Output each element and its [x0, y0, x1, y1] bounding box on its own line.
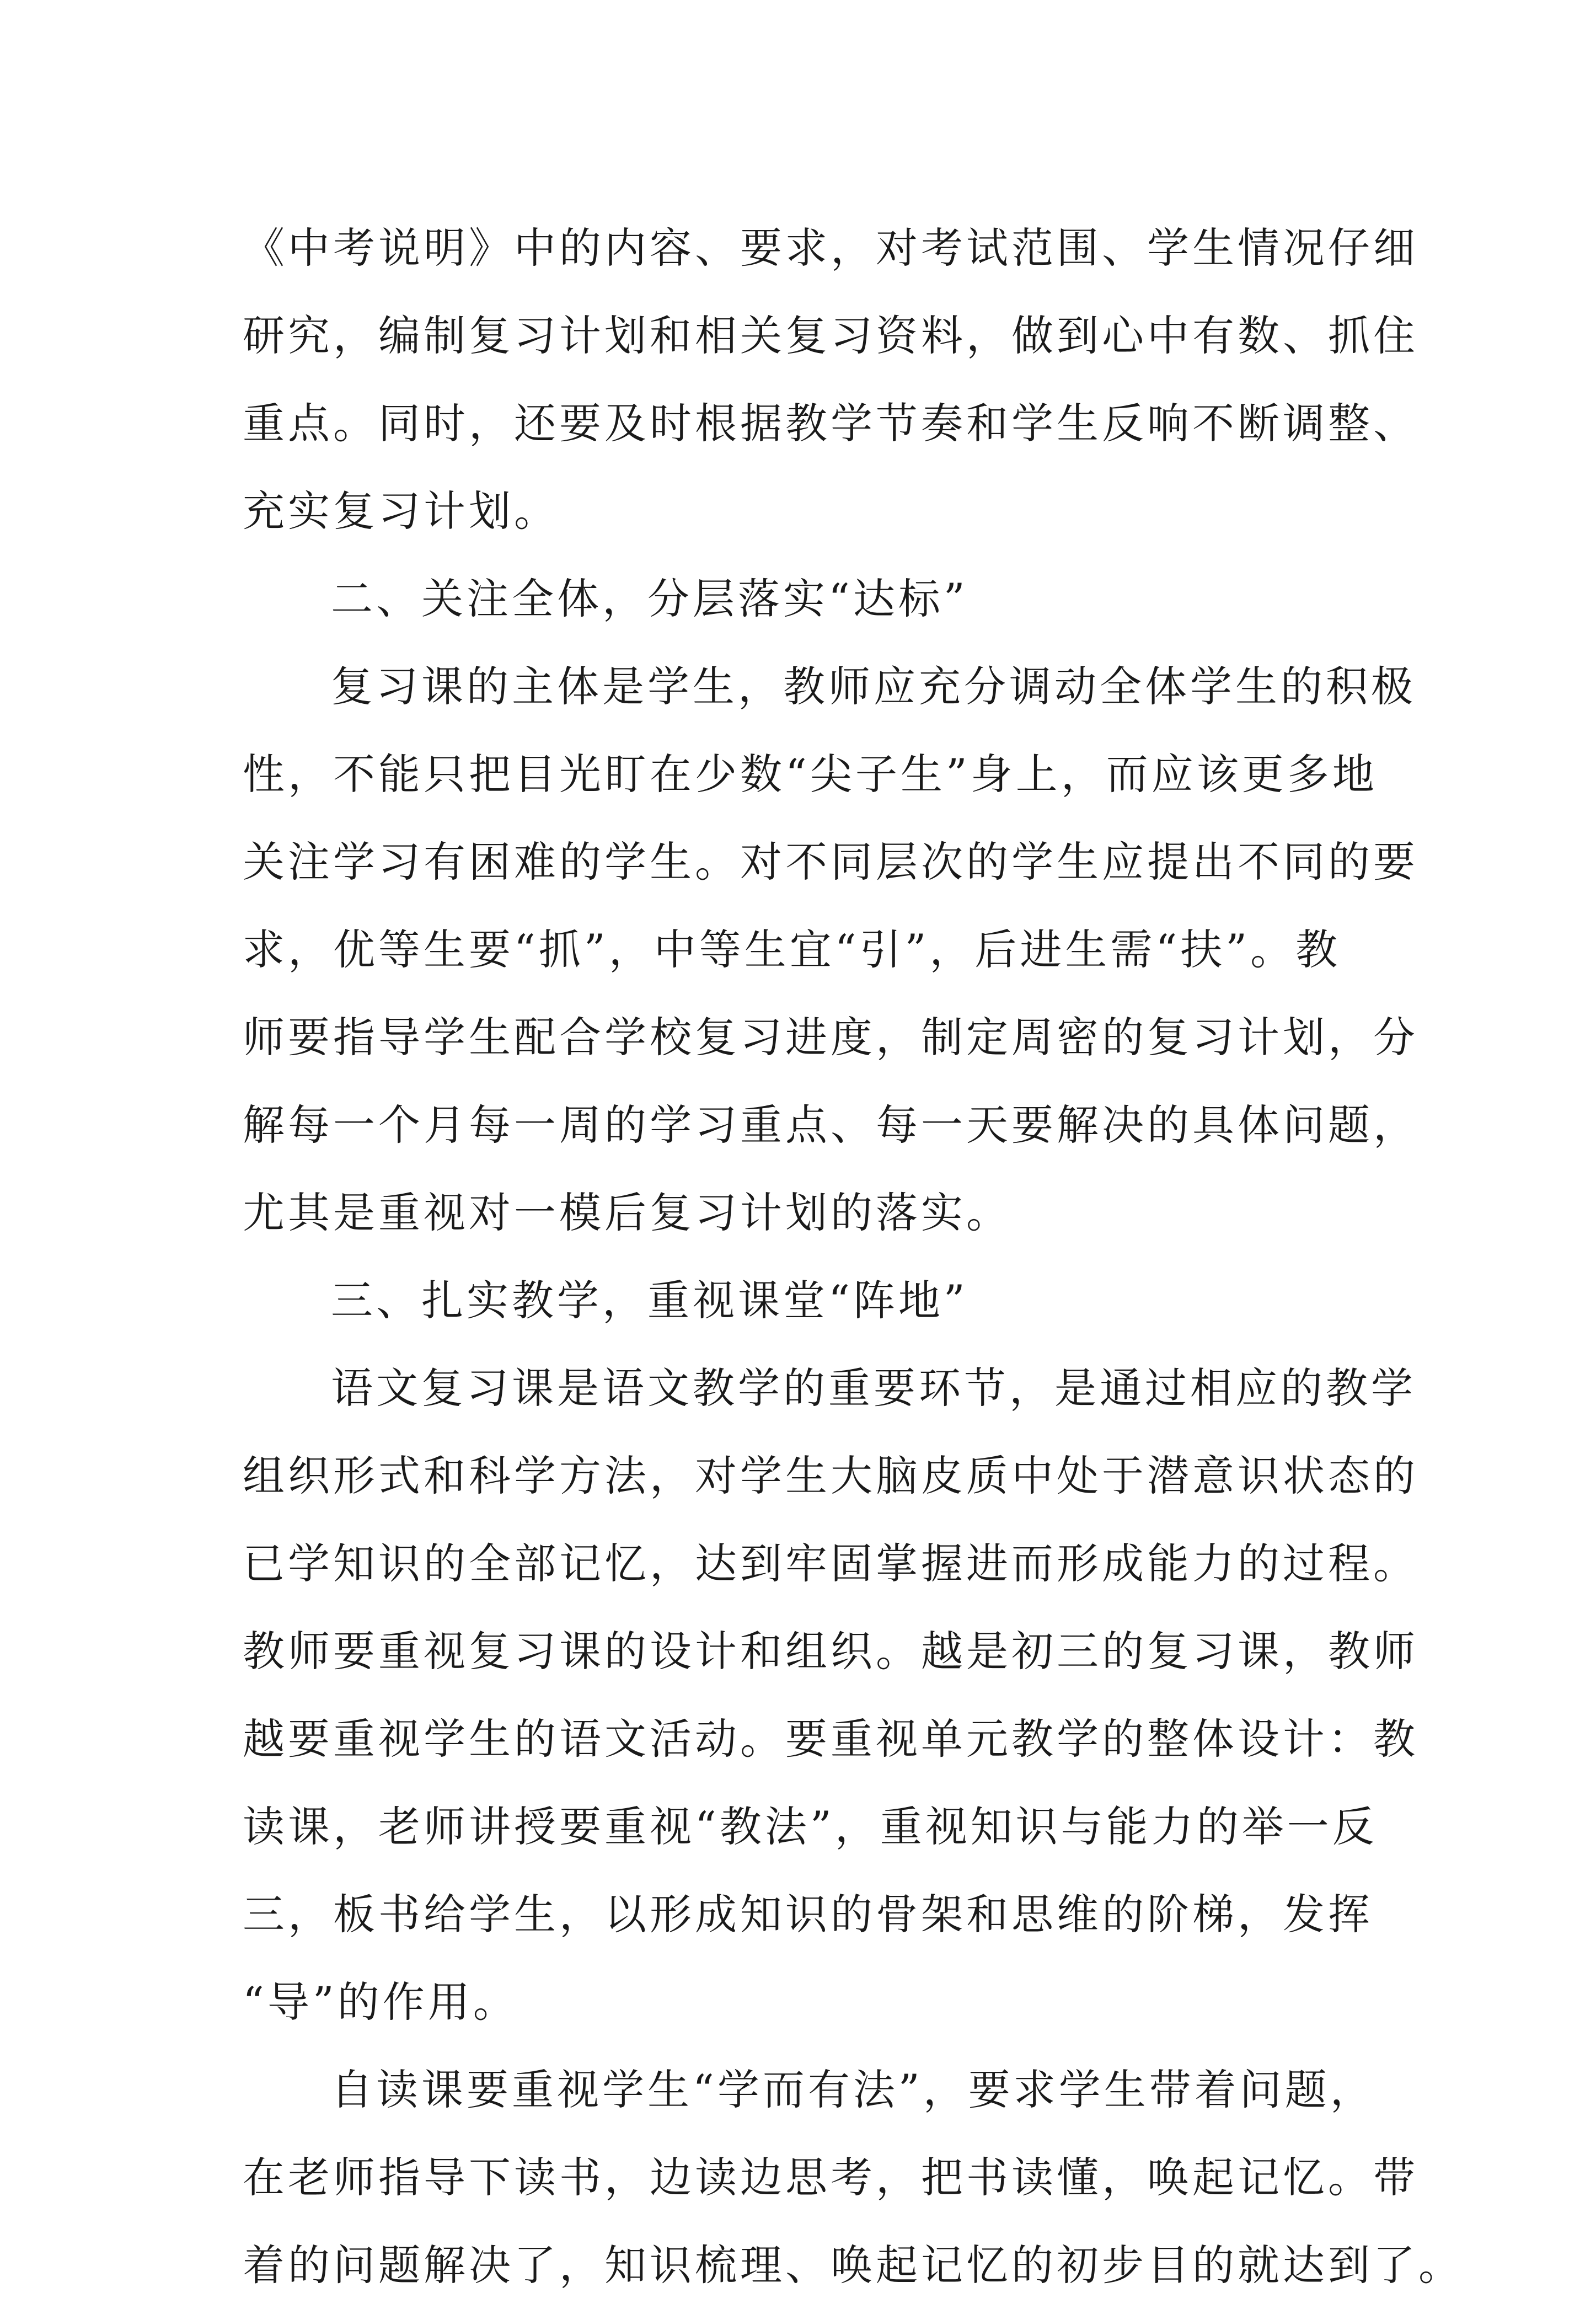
text-line: 师要指导学生配合学校复习进度，制定周密的复习计划，分: [243, 1013, 1418, 1062]
section-heading: 三、扎实教学，重视课堂“阵地”: [331, 1276, 968, 1325]
text-line: 已学知识的全部记忆，达到牢固掌握进而形成能力的过程。: [243, 1539, 1418, 1588]
body-text: [243, 204, 1464, 2309]
text-line: 重点。同时，还要及时根据教学节奏和学生反响不断调整、: [243, 399, 1418, 448]
text-line: 关注学习有困难的学生。对不同层次的学生应提出不同的要: [243, 837, 1418, 886]
section-heading: 二、关注全体，分层落实“达标”: [331, 574, 968, 623]
text-line: 充实复习计划。: [243, 487, 559, 536]
text-line: 读课，老师讲授要重视“教法”，重视知识与能力的举一反: [243, 1802, 1378, 1851]
text-line: 教师要重视复习课的设计和组织。越是初三的复习课，教师: [243, 1627, 1418, 1676]
text-line: 自读课要重视学生“学而有法”，要求学生带着问题，: [331, 2065, 1375, 2114]
text-line: “导”的作用。: [243, 1977, 518, 2027]
text-line: 着的问题解决了，知识梳理、唤起记忆的初步目的就达到了。: [243, 2241, 1464, 2290]
text-line: 性，不能只把目光盯在少数“尖子生”身上，而应该更多地: [243, 750, 1378, 799]
text-line: 三，板书给学生，以形成知识的骨架和思维的阶梯，发挥: [243, 1890, 1373, 1939]
text-line: 研究，编制复习计划和相关复习资料，做到心中有数、抓住: [243, 311, 1418, 360]
text-line: 越要重视学生的语文活动。要重视单元教学的整体设计：教: [243, 1714, 1418, 1763]
text-line: 求，优等生要“抓”，中等生宜“引”，后进生需“扶”。教: [243, 925, 1341, 974]
text-line: 尤其是重视对一模后复习计划的落实。: [243, 1188, 1011, 1237]
text-line: 在老师指导下读书，边读边思考，把书读懂，唤起记忆。带: [243, 2153, 1418, 2202]
text-line: 组织形式和科学方法，对学生大脑皮质中处于潜意识状态的: [243, 1451, 1418, 1500]
text-line: 复习课的主体是学生，教师应充分调动全体学生的积极: [331, 662, 1416, 711]
text-line: 解每一个月每一周的学习重点、每一天要解决的具体问题，: [243, 1100, 1418, 1150]
text-line: 语文复习课是语文教学的重要环节，是通过相应的教学: [331, 1364, 1416, 1413]
text-line: 《中考说明》中的内容、要求，对考试范围、学生情况仔细: [243, 223, 1418, 272]
